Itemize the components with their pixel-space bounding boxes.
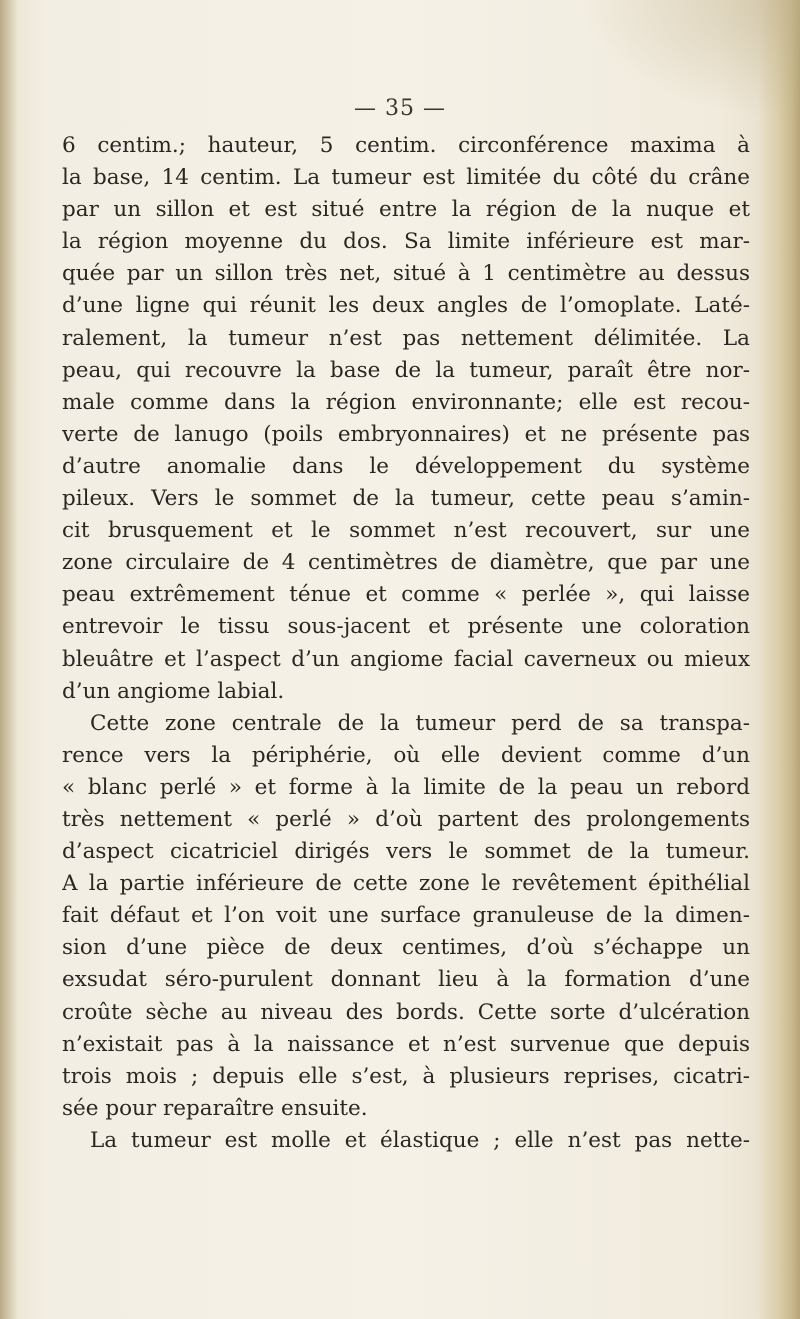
text-line: male comme dans la région environnante; elle est recou- [62, 389, 750, 415]
text-line: ralement, la tumeur n’est pas nettement délimitée. La [62, 325, 750, 351]
text-line: d’autre anomalie dans le développement du système [62, 453, 750, 479]
text-line: n’existait pas à la naissance et n’est survenue que depuis [62, 1031, 750, 1057]
text-line: pileux. Vers le sommet de la tumeur, cette peau s’amin- [62, 486, 750, 512]
text-line: quée par un sillon très net, situé à 1 centimètre au dessus [62, 261, 750, 287]
text-line: sion d’une pièce de deux centimes, d’où s’échappe un [62, 935, 750, 961]
page-number: — 35 — [354, 96, 446, 121]
text-line: cit brusquement et le sommet n’est recouvert, sur une [62, 518, 750, 544]
text-line: la région moyenne du dos. Sa limite inférieure est mar- [62, 229, 750, 255]
text-line: peau extrêmement ténue et comme « perlée », qui laisse [62, 582, 750, 608]
text-line: trois mois ; depuis elle s’est, à plusieurs reprises, cicatri- [62, 1063, 750, 1089]
text-line: d’une ligne qui réunit les deux angles de l’omoplate. Laté- [62, 293, 750, 319]
body-text [62, 130, 750, 1157]
text-line: « blanc perlé » et forme à la limite de la peau un rebord [62, 774, 750, 800]
paragraph-end-line: sée pour reparaître ensuite. [62, 1095, 368, 1121]
text-line: zone circulaire de 4 centimètres de diamètre, que par une [62, 550, 750, 576]
text-line: peau, qui recouvre la base de la tumeur, paraît être nor- [62, 357, 750, 383]
binding-shadow [0, 0, 18, 1319]
text-line: A la partie inférieure de cette zone le revêtement épithélial [62, 871, 750, 897]
text-line: exsudat séro-purulent donnant lieu à la formation d’une [62, 967, 750, 993]
text-line: 6 centim.; hauteur, 5 centim. circonférence maxima à [62, 133, 750, 158]
text-line: verte de lanugo (poils embryonnaires) et ne présente pas [62, 421, 750, 447]
text-line: entrevoir le tissu sous-jacent et présente une coloration [62, 614, 750, 640]
text-line: la base, 14 centim. La tumeur est limitée du côté du crâne [62, 165, 750, 191]
text-line: d’aspect cicatriciel dirigés vers le sommet de la tumeur. [62, 839, 750, 865]
text-line: très nettement « perlé » d’où partent des prolongements [62, 806, 750, 832]
paper-edge-stain [758, 0, 800, 1319]
text-line: rence vers la périphérie, où elle devient comme d’un [62, 742, 750, 768]
paragraph-start-line: Cette zone centrale de la tumeur perd de sa transpa- [90, 710, 750, 736]
text-line: par un sillon et est situé entre la région de la nuque et [62, 197, 750, 223]
paragraph-start-line: La tumeur est molle et élastique ; elle n’est pas nette- [90, 1127, 750, 1153]
text-line: fait défaut et l’on voit une surface granuleuse de la dimen- [62, 903, 750, 929]
text-line: croûte sèche au niveau des bords. Cette sorte d’ulcération [62, 999, 750, 1025]
text-line: bleuâtre et l’aspect d’un angiome facial caverneux ou mieux [62, 646, 750, 672]
paragraph-end-line: d’un angiome labial. [62, 678, 285, 704]
